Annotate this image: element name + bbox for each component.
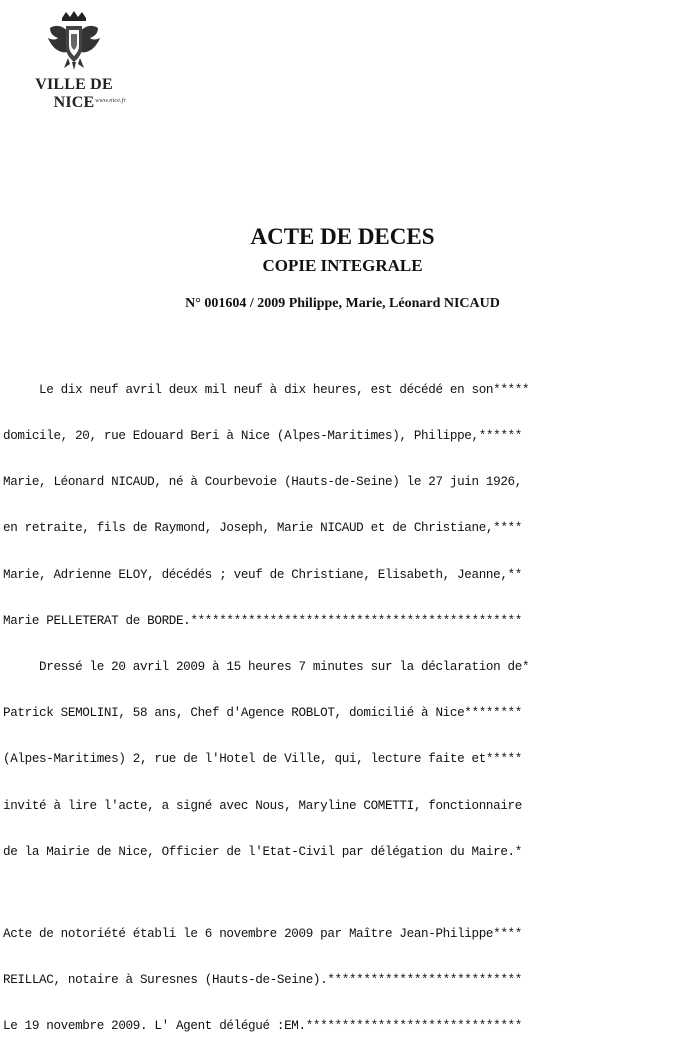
body-line: Marie PELLETERAT de BORDE.********************************************** — [3, 613, 522, 628]
paragraph-gap — [3, 891, 685, 896]
body-line: invité à lire l'acte, a signé avec Nous, Maryline COMETTI, fonctionnaire — [3, 798, 522, 813]
city-url: www.nice.fr — [95, 97, 126, 104]
document-reference: N° 001604 / 2009 Philippe, Marie, Léonard NICAUD — [185, 296, 500, 311]
document-title: ACTE DE DECES — [250, 224, 435, 249]
body-line: REILLAC, notaire à Suresnes (Hauts-de-Seine).*************************** — [3, 973, 522, 988]
body-line: Le 19 novembre 2009. L' Agent délégué :EM.****************************** — [3, 1019, 522, 1034]
body-line: Le dix neuf avril deux mil neuf à dix heures, est décédé en son***** — [3, 382, 530, 397]
body-line: Marie, Léonard NICAUD, né à Courbevoie (Hauts-de-Seine) le 27 juin 1926, — [3, 475, 522, 490]
body-line: (Alpes-Maritimes) 2, rue de l'Hotel de Ville, qui, lecture faite et***** — [3, 752, 522, 767]
body-line: Patrick SEMOLINI, 58 ans, Chef d'Agence ROBLOT, domicilié à Nice******** — [3, 706, 522, 721]
document-subtitle: COPIE INTEGRALE — [262, 256, 423, 275]
body-line: Marie, Adrienne ELOY, décédés ; veuf de Christiane, Elisabeth, Jeanne,** — [3, 567, 522, 582]
body-line: en retraite, fils de Raymond, Joseph, Marie NICAUD et de Christiane,**** — [3, 521, 522, 536]
body-line: Dressé le 20 avril 2009 à 15 heures 7 minutes sur la déclaration de* — [3, 660, 530, 675]
eagle-crest-icon — [42, 8, 106, 72]
body-line: Acte de notoriété établi le 6 novembre 2009 par Maître Jean-Philippe**** — [3, 926, 522, 941]
city-name: VILLE DE NICE — [35, 76, 113, 111]
body-line: domicile, 20, rue Edouard Beri à Nice (Alpes-Maritimes), Philippe,****** — [3, 429, 522, 444]
document-body — [3, 352, 685, 1050]
body-line: de la Mairie de Nice, Officier de l'Etat-Civil par délégation du Maire.* — [3, 844, 522, 859]
